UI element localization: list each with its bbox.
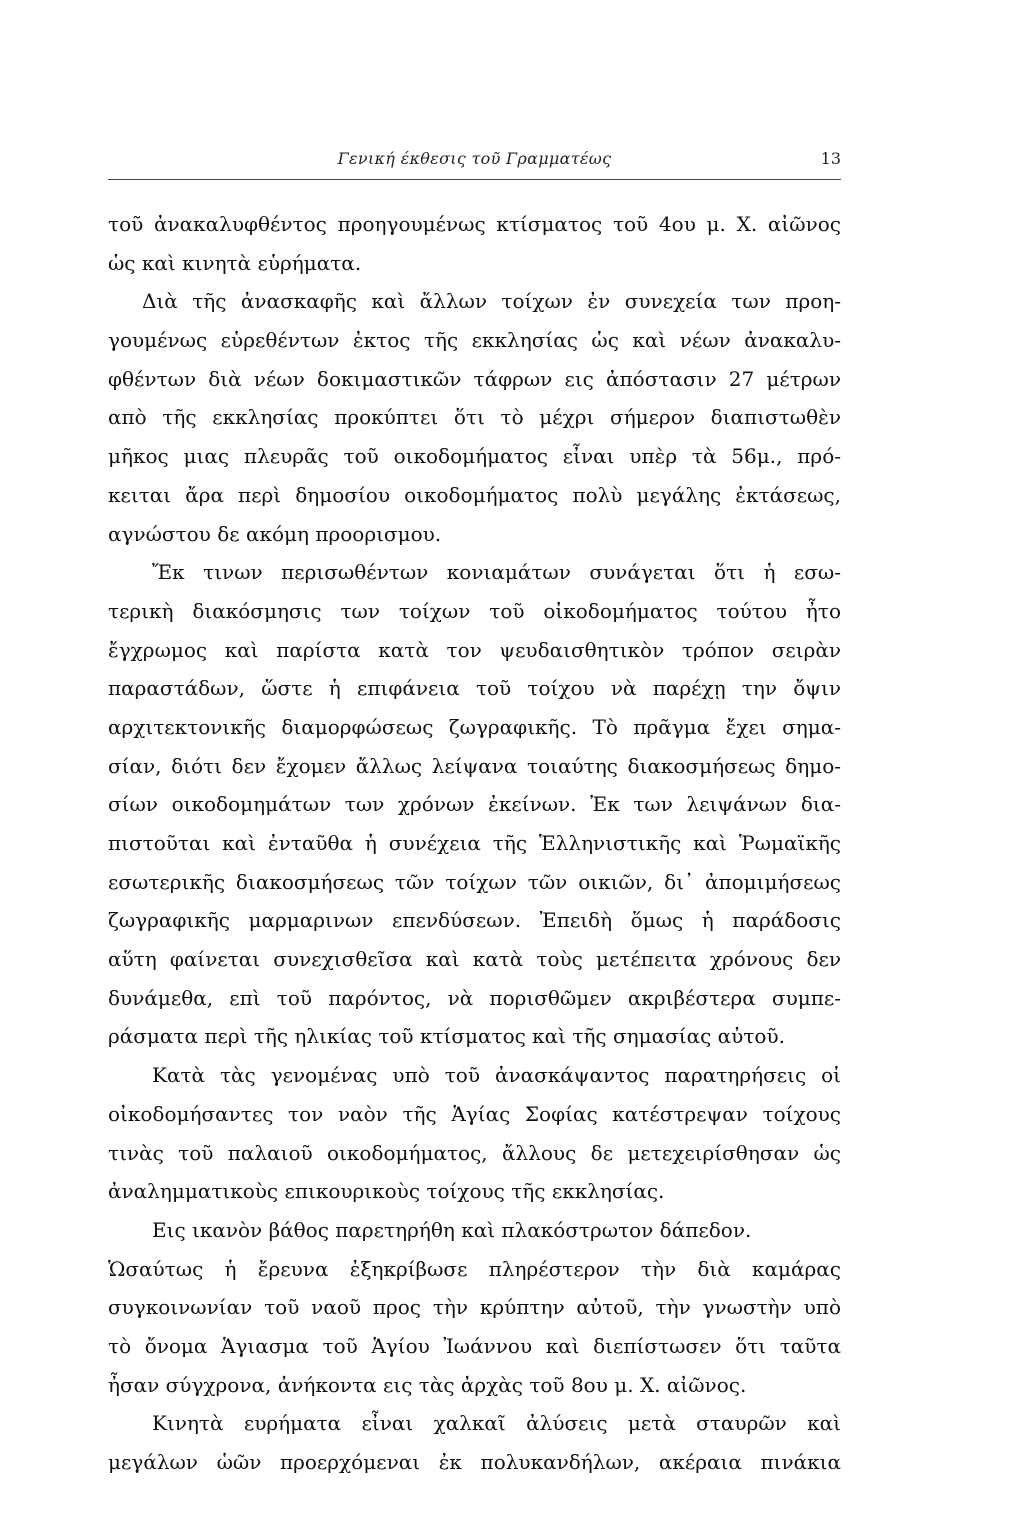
- text-line: Ἔκ τινων περισωθέντων κονιαμάτων συνάγεται ὅτι ἡ εσω-: [152, 560, 841, 585]
- text-line: αρχιτεκτονικῆς διαμορφώσεως ζωγραφικῆς. Τὸ πρᾶγμα ἔχει σημα-: [108, 714, 841, 739]
- text-line: ἔγχρωμος καὶ παρίστα κατὰ τον ψευδαισθητικὸν τρόπον σειρὰν: [108, 637, 841, 662]
- text-line: παραστάδων, ὥστε ἡ επιφάνεια τοῦ τοίχου νὰ παρέχῃ την ὄψιν: [108, 676, 841, 701]
- text-line: απὸ τῆς εκκλησίας προκύπτει ὅτι τὸ μέχρι σήμερον διαπιστωθὲν: [108, 405, 841, 430]
- text-line: φθέντων διὰ νέων δοκιμαστικῶν τάφρων εις ἀπόστασιν 27 μέτρων: [108, 366, 841, 391]
- text-line: τερικὴ διακόσμησις των τοίχων τοῦ οἰκοδομήματος τούτου ἦτο: [108, 598, 841, 623]
- text-line: ράσματα περὶ τῆς ηλικίας τοῦ κτίσματος καὶ τῆς σημασίας αὐτοῦ.: [108, 1024, 785, 1049]
- text-line: σίων οικοδομημάτων των χρόνων ἐκείνων. Ἐκ των λειψάνων δια-: [108, 792, 841, 817]
- text-line: τινὰς τοῦ παλαιοῦ οικοδομήματος, ἄλλους δε μετεχειρίσθησαν ὡς: [108, 1140, 841, 1165]
- header-rule: [108, 179, 841, 180]
- text-line: ζωγραφικῆς μαρμαρινων επενδύσεων. Ἐπειδὴ ὅμως ἡ παράδοσις: [108, 908, 841, 933]
- text-line: εσωτερικῆς διακοσμήσεως τῶν τοίχων τῶν οικιῶν, δι᾽ ἀπομιμήσεως: [108, 869, 841, 894]
- text-line: ἦσαν σύγχρονα, ἀνήκοντα εις τὰς ἀρχὰς τοῦ 8ου μ. Χ. αἰῶνος.: [108, 1372, 747, 1397]
- text-line: Κινητὰ ευρήματα εἶναι χαλκαῖ ἀλύσεις μετὰ σταυρῶν καὶ: [152, 1411, 841, 1436]
- text-line: αγνώστου δε ακόμη προορισμου.: [108, 521, 442, 546]
- text-line: Διὰ τῆς ἀνασκαφῆς καὶ ἄλλων τοίχων ἐν συνεχεία των προη-: [142, 289, 841, 314]
- text-line: Ὡσαύτως ἡ ἔρευνα ἐξηκρίβωσε πληρέστερον τὴν διὰ καμάρας: [108, 1256, 841, 1281]
- text-line: μεγάλων ὡῶν προερχόμεναι ἐκ πολυκανδήλων, ακέραια πινάκια: [108, 1450, 841, 1474]
- running-title: Γενική έκθεσις τοῦ Γραμματέως: [337, 149, 612, 168]
- text-line: σίαν, διότι δεν ἔχομεν ἄλλως λείψανα τοιαύτης διακοσμήσεως δημο-: [108, 753, 841, 778]
- text-line: συγκοινωνίαν τοῦ ναοῦ προς τὴν κρύπτην αὐτοῦ, τὴν γνωστὴν υπὸ: [108, 1295, 841, 1320]
- text-line: δυνάμεθα, επὶ τοῦ παρόντος, νὰ πορισθῶμεν ακριβέστερα συμπε-: [108, 985, 841, 1010]
- body-text: [108, 205, 841, 1482]
- text-line: τὸ ὄνομα Ἁγιασμα τοῦ Ἁγίου Ἰωάννου καὶ διεπίστωσεν ὅτι ταῦτα: [108, 1333, 841, 1358]
- text-line: αὕτη φαίνεται συνεχισθεῖσα καὶ κατὰ τοὺς μετέπειτα χρόνους δεν: [108, 947, 841, 972]
- text-line: Κατὰ τὰς γενομένας υπὸ τοῦ ἀνασκάψαντος παρατηρήσεις οἱ: [152, 1063, 841, 1088]
- text-line: ὡς καὶ κινητὰ εὑρήματα.: [108, 250, 362, 275]
- running-head: [108, 145, 841, 179]
- text-line: ἀναλημματικοὺς επικουρικοὺς τοίχους τῆς εκκλησίας.: [108, 1179, 665, 1204]
- text-line: μῆκος μιας πλευρᾶς τοῦ οικοδομήματος εἶναι υπὲρ τὰ 56μ., πρό-: [108, 444, 841, 469]
- text-line: τοῦ ἀνακαλυφθέντος προηγουμένως κτίσματος τοῦ 4ου μ. Χ. αἰῶνος: [108, 212, 841, 236]
- text-line: οἰκοδομήσαντες τον ναὸν τῆς Ἁγίας Σοφίας κατέστρεψαν τοίχους: [108, 1101, 841, 1126]
- text-line: πιστοῦται καὶ ἐνταῦθα ἡ συνέχεια τῆς Ἑλληνιστικῆς καὶ Ῥωμαϊκῆς: [108, 831, 841, 855]
- page-number: 13: [820, 149, 841, 168]
- text-line: γουμένως εὑρεθέντων ἐκτος τῆς εκκλησίας ὡς καὶ νέων ἀνακαλυ-: [108, 328, 841, 353]
- text-line: Εις ικανὸν βάθος παρετηρήθη καὶ πλακόστρωτον δάπεδον.: [152, 1217, 752, 1242]
- text-line: κειται ἄρα περὶ δημοσίου οικοδομήματος πολὺ μεγάλης ἐκτάσεως,: [108, 482, 841, 507]
